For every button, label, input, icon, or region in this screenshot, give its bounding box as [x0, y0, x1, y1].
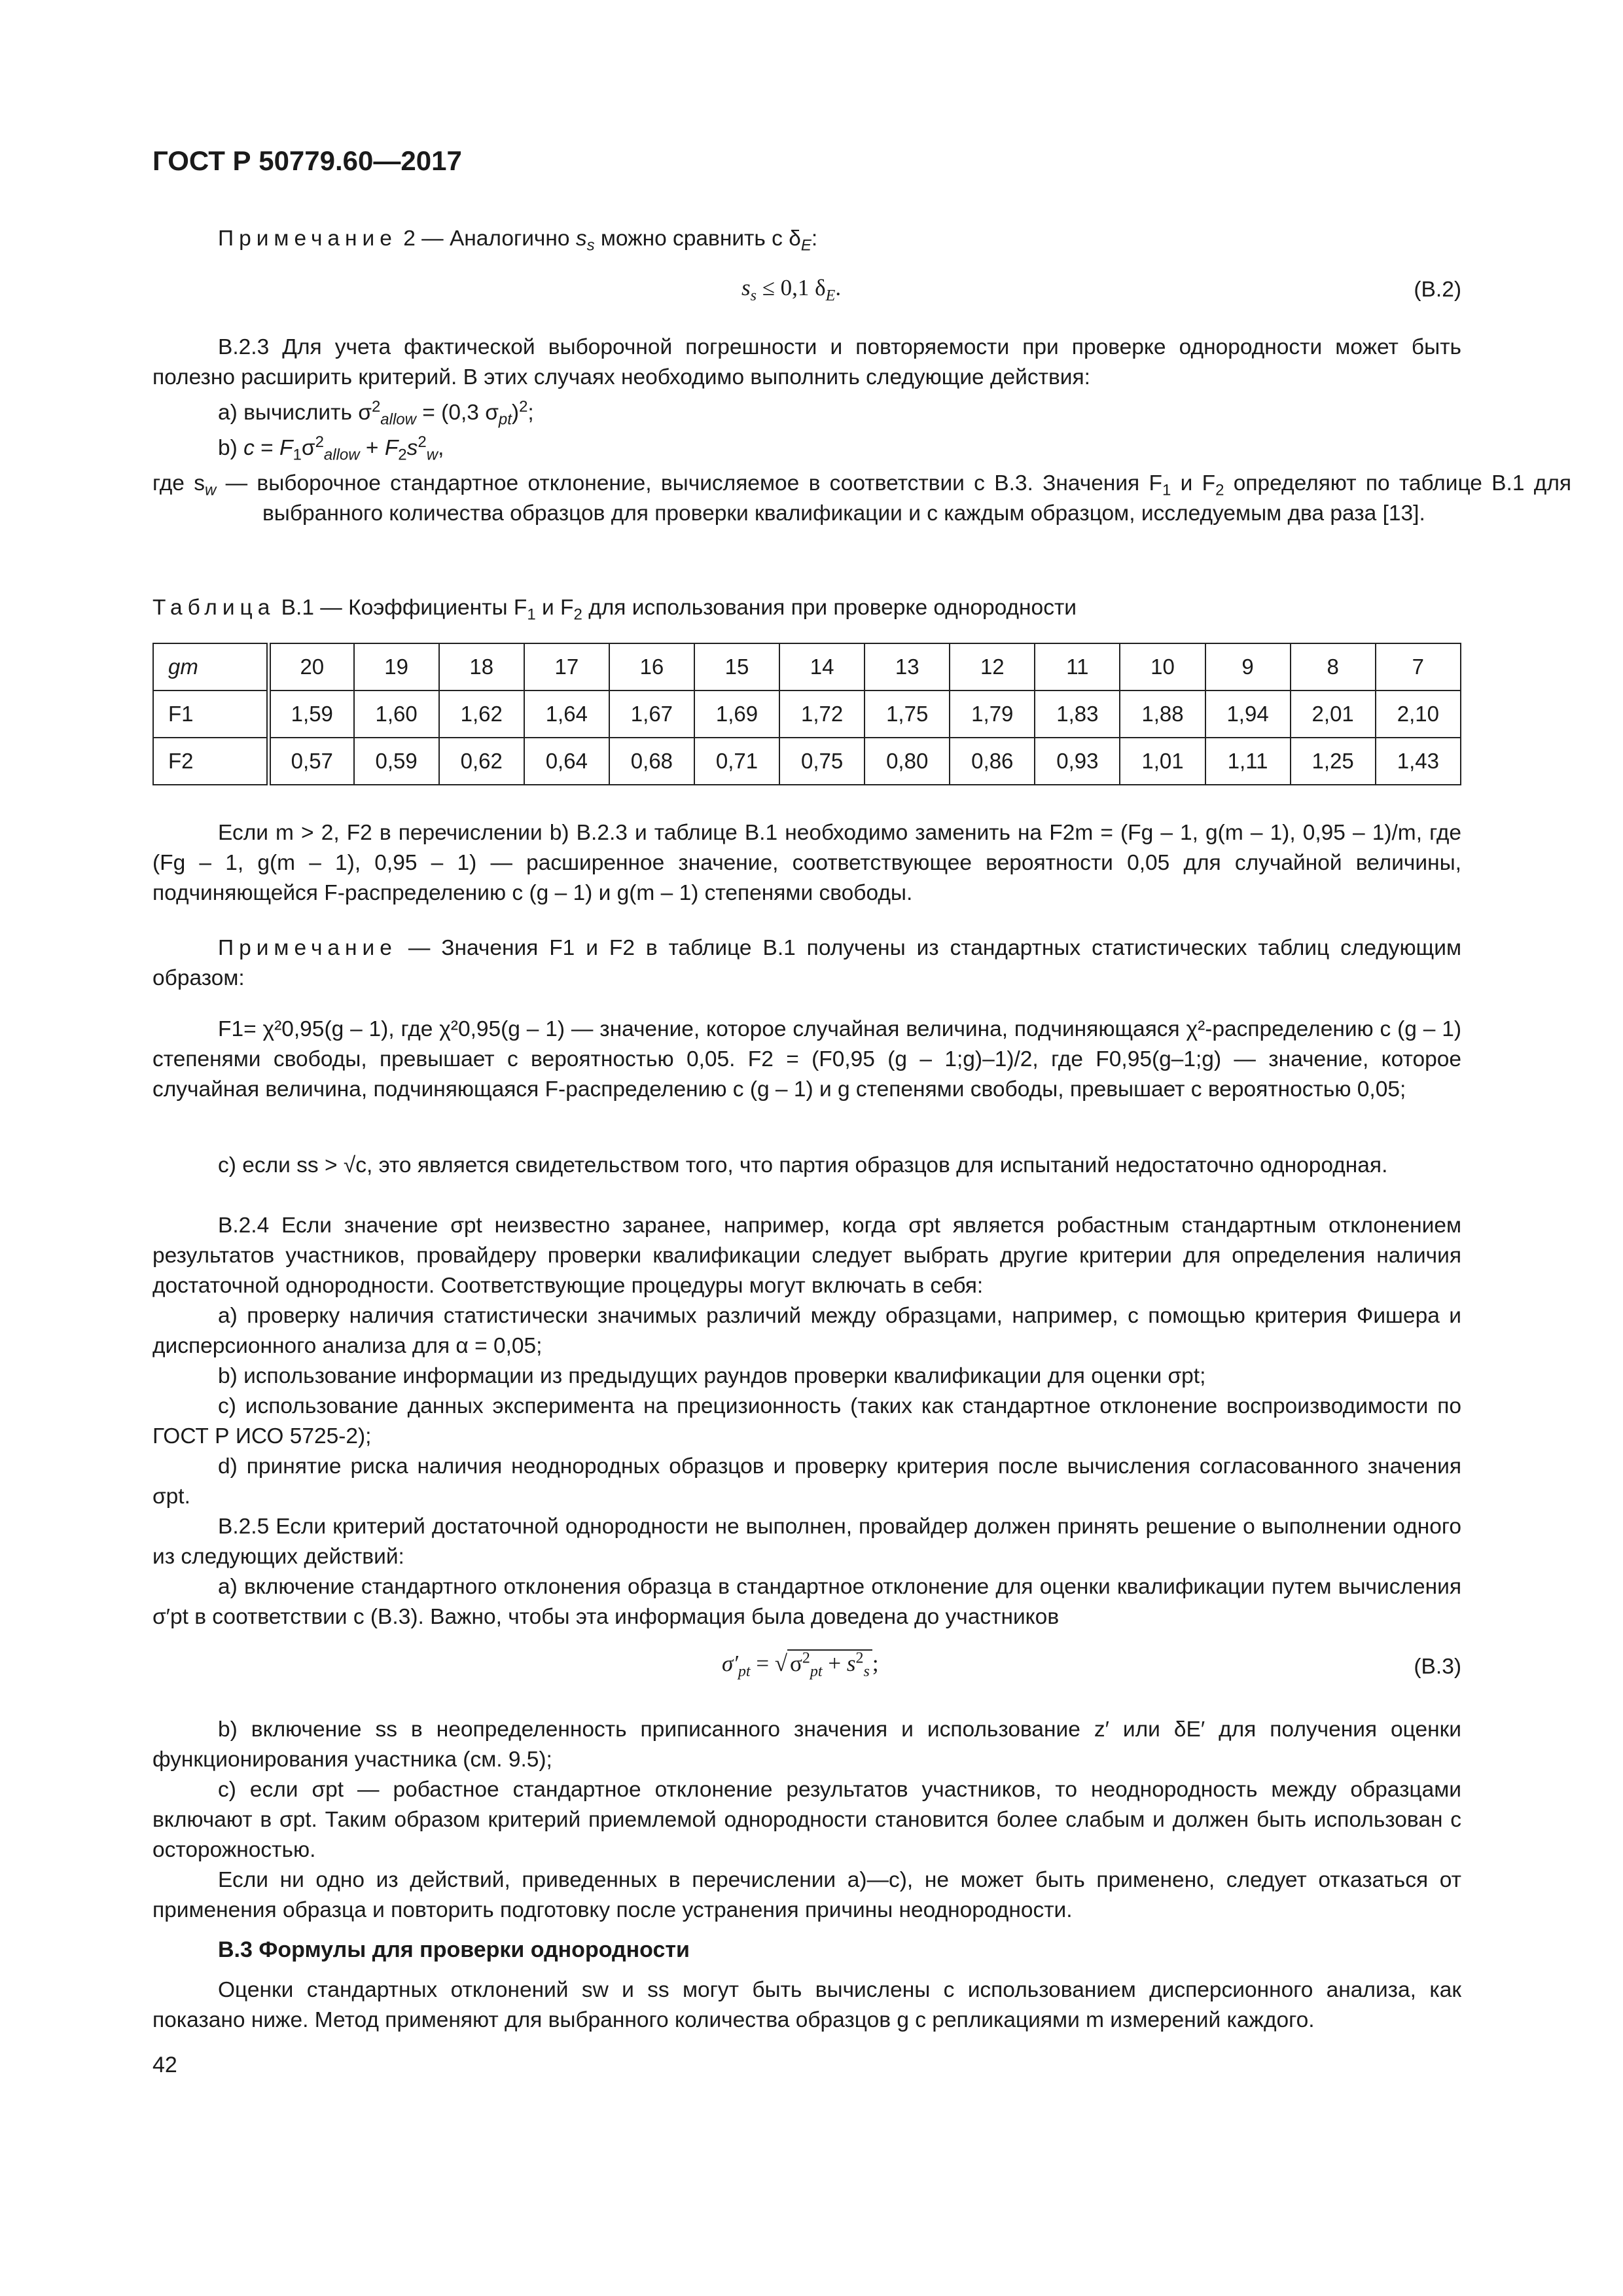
table-cell: 0,68: [609, 738, 694, 785]
note-2: Примечание 2 — Аналогично $s_s$ можно сравнить с $\delta_E$:: [218, 226, 818, 255]
table-cell: 2,10: [1376, 691, 1461, 738]
table-cell: 1,64: [524, 691, 609, 738]
table-cell: 9: [1205, 643, 1291, 691]
table-cell: 0,75: [779, 738, 865, 785]
table-cell: 11: [1035, 643, 1120, 691]
table-cell: 1,83: [1035, 691, 1120, 738]
table-cell: 2,01: [1291, 691, 1376, 738]
b24-item-d: d) принятие риска наличия неоднородных образцов и проверку критерия после вычисления согласованного значения σpt.: [152, 1454, 1461, 1509]
table-cell: 1,43: [1376, 738, 1461, 785]
paragraph-f2m: Если m > 2, F2 в перечислении b) В.2.3 и таблице В.1 необходимо заменить на F2m = (Fg – 1, g(m – 1), 0,95 – 1)/m, где (Fg – 1, g(m – 1), 0,95 – 1) — расширенное значение, соответствующее вероятности 0,05 для случайной величины, подчиняющейся F-распределению с (g – 1) и g(m – 1) степенями свободы.: [152, 821, 1461, 905]
page-number: 42: [152, 2053, 177, 2077]
document-page: [152, 0, 1572, 2296]
table-cell: 18: [439, 643, 524, 691]
formula-b2: $s_s \le 0,1$ $\delta_E$.: [741, 275, 842, 304]
table-cell: 1,94: [1205, 691, 1291, 738]
section-b3-text: Оценки стандартных отклонений sw и ss могут быть вычислены с использованием дисперсионного анализа, как показано ниже. Метод применяют для выбранного количества образцов g с репликациями m измерений каждого.: [152, 1978, 1461, 2032]
b23-item-b: b) $c = F_1\sigma^2_{allow} + F_2s^2_w$,: [218, 433, 444, 464]
section-b23-intro: В.2.3 Для учета фактической выборочной погрешности и повторяемости при проверке однородности может быть полезно расширить критерий. В этих случаях необходимо выполнить следующие действия:: [152, 335, 1461, 389]
table-cell: 1,88: [1120, 691, 1205, 738]
table-cell: 1,67: [609, 691, 694, 738]
table-header-cell: gm: [153, 643, 269, 691]
equation-number-b3: (В.3): [1414, 1655, 1461, 1679]
formula-b3: $\sigma'_{pt}$ = √ $\sigma^2_{pt} + s^2_s$ ;: [722, 1649, 879, 1680]
table-cell: 19: [354, 643, 439, 691]
b25-item-b: b) включение ss в неопределенность приписанного значения и использование z′ или δE′ для получения оценки функционирования участника (см. 9.5);: [152, 1717, 1461, 1772]
b23-item-c: c) если ss > √c, это является свидетельством того, что партия образцов для испытаний недостаточно однородная.: [218, 1153, 1388, 1177]
section-b25-intro: В.2.5 Если критерий достаточной однородности не выполнен, провайдер должен принять решение о выполнении одного из следующих действий:: [152, 1515, 1461, 1569]
table-cell: 0,64: [524, 738, 609, 785]
table-cell: 7: [1376, 643, 1461, 691]
note-label: Примечание: [218, 226, 397, 251]
table-cell: 0,86: [950, 738, 1035, 785]
table-cell: 16: [609, 643, 694, 691]
table-header-row: [153, 643, 1461, 691]
table-cell: 20: [269, 643, 354, 691]
table-cell: 17: [524, 643, 609, 691]
equation-number-b2: (В.2): [1414, 278, 1461, 302]
table-cell: 13: [865, 643, 950, 691]
note-formula-text: F1= χ²0,95(g – 1), где χ²0,95(g – 1) — значение, которое случайная величина, подчиняющаяся χ²-распределению с (g – 1) степенями свободы, превышает с вероятностью 0,05. F2 = (F0,95 (g – 1;g)–1)/2, где F0,95(g–1;g) — значение, которое случайная величина, подчиняющаяся F-распределению с (g – 1) и g степенями свободы, превышает с вероятностью 0,05;: [152, 1017, 1461, 1102]
table-cell: 1,62: [439, 691, 524, 738]
b24-item-a: a) проверку наличия статистически значимых различий между образцами, например, с помощью критерия Фишера и дисперсионного анализа для α = 0,05;: [152, 1304, 1461, 1358]
table-cell: 0,80: [865, 738, 950, 785]
table-cell: 0,71: [694, 738, 779, 785]
table-cell: 14: [779, 643, 865, 691]
table-row-f1: [153, 691, 1461, 738]
coefficients-table: [152, 643, 1461, 785]
document-id: ГОСТ Р 50779.60—2017: [152, 145, 462, 176]
table-cell: 10: [1120, 643, 1205, 691]
table-cell: 1,75: [865, 691, 950, 738]
b25-item-c: c) если σpt — робастное стандартное отклонение результатов участников, то неоднородность между образцами включают в σpt. Таким образом критерий приемлемой однородности становится более слабым и должен быть использован с осторожностью.: [152, 1778, 1461, 1862]
table-cell: 1,01: [1120, 738, 1205, 785]
table-cell: 1,25: [1291, 738, 1376, 785]
table-cell: 1,79: [950, 691, 1035, 738]
b25-item-a: a) включение стандартного отклонения образца в стандартное отклонение для оценки квалификации путем вычисления σ′pt в соответствии с (В.3). Важно, чтобы эта информация была доведена до участников: [152, 1575, 1461, 1629]
table-cell: 0,93: [1035, 738, 1120, 785]
b23-item-a: a) вычислить $\sigma^2_{allow} = (0,3$ $\sigma_{pt})^2$;: [218, 397, 534, 429]
table-cell: 15: [694, 643, 779, 691]
row-label-f2: F2: [153, 738, 269, 785]
table-cell: 8: [1291, 643, 1376, 691]
table-caption: Таблица В.1 — Коэффициенты $F_1$ и $F_2$ для использования при проверке однородности: [152, 596, 1077, 624]
row-label-f1: F1: [153, 691, 269, 738]
table-cell: 1,69: [694, 691, 779, 738]
table-cell: 1,72: [779, 691, 865, 738]
b24-item-c: c) использование данных эксперимента на прецизионность (таких как стандартное отклонение воспроизводимости по ГОСТ Р ИСО 5725-2);: [152, 1394, 1461, 1448]
table-cell: 1,60: [354, 691, 439, 738]
table-cell: 1,11: [1205, 738, 1291, 785]
table-cell: 0,62: [439, 738, 524, 785]
b25-closing: Если ни одно из действий, приведенных в перечислении а)—с), не может быть применено, следует отказаться от применения образца и повторить подготовку после устранения причины неоднородности.: [152, 1868, 1461, 1922]
b23-where-clause: где $s_w$ — выборочное стандартное отклонение, вычисляемое в соответствии с В.3. Значения $F_1$ и $F_2$ определяют по таблице В.1 для выбранного количества образцов для проверки квалификации и с каждым образцом, исследуемым два раза [13].: [152, 471, 1572, 526]
section-b24-intro: В.2.4 Если значение σpt неизвестно заранее, например, когда σpt является робастным стандартным отклонением результатов участников, провайдеру проверки квалификации следует выбрать другие критерии для определения наличия достаточной однородности. Соответствующие процедуры могут включать в себя:: [152, 1213, 1461, 1298]
table-cell: 0,59: [354, 738, 439, 785]
table-cell: 0,57: [269, 738, 354, 785]
table-cell: 1,59: [269, 691, 354, 738]
table-row-f2: [153, 738, 1461, 785]
table-cell: 12: [950, 643, 1035, 691]
note-table-source: Примечание — Значения F1 и F2 в таблице В.1 получены из стандартных статистических таблиц следующим образом:: [152, 936, 1461, 990]
b24-item-b: b) использование информации из предыдущих раундов проверки квалификации для оценки σpt;: [218, 1364, 1206, 1388]
section-b3-title: В.3 Формулы для проверки однородности: [218, 1937, 690, 1962]
